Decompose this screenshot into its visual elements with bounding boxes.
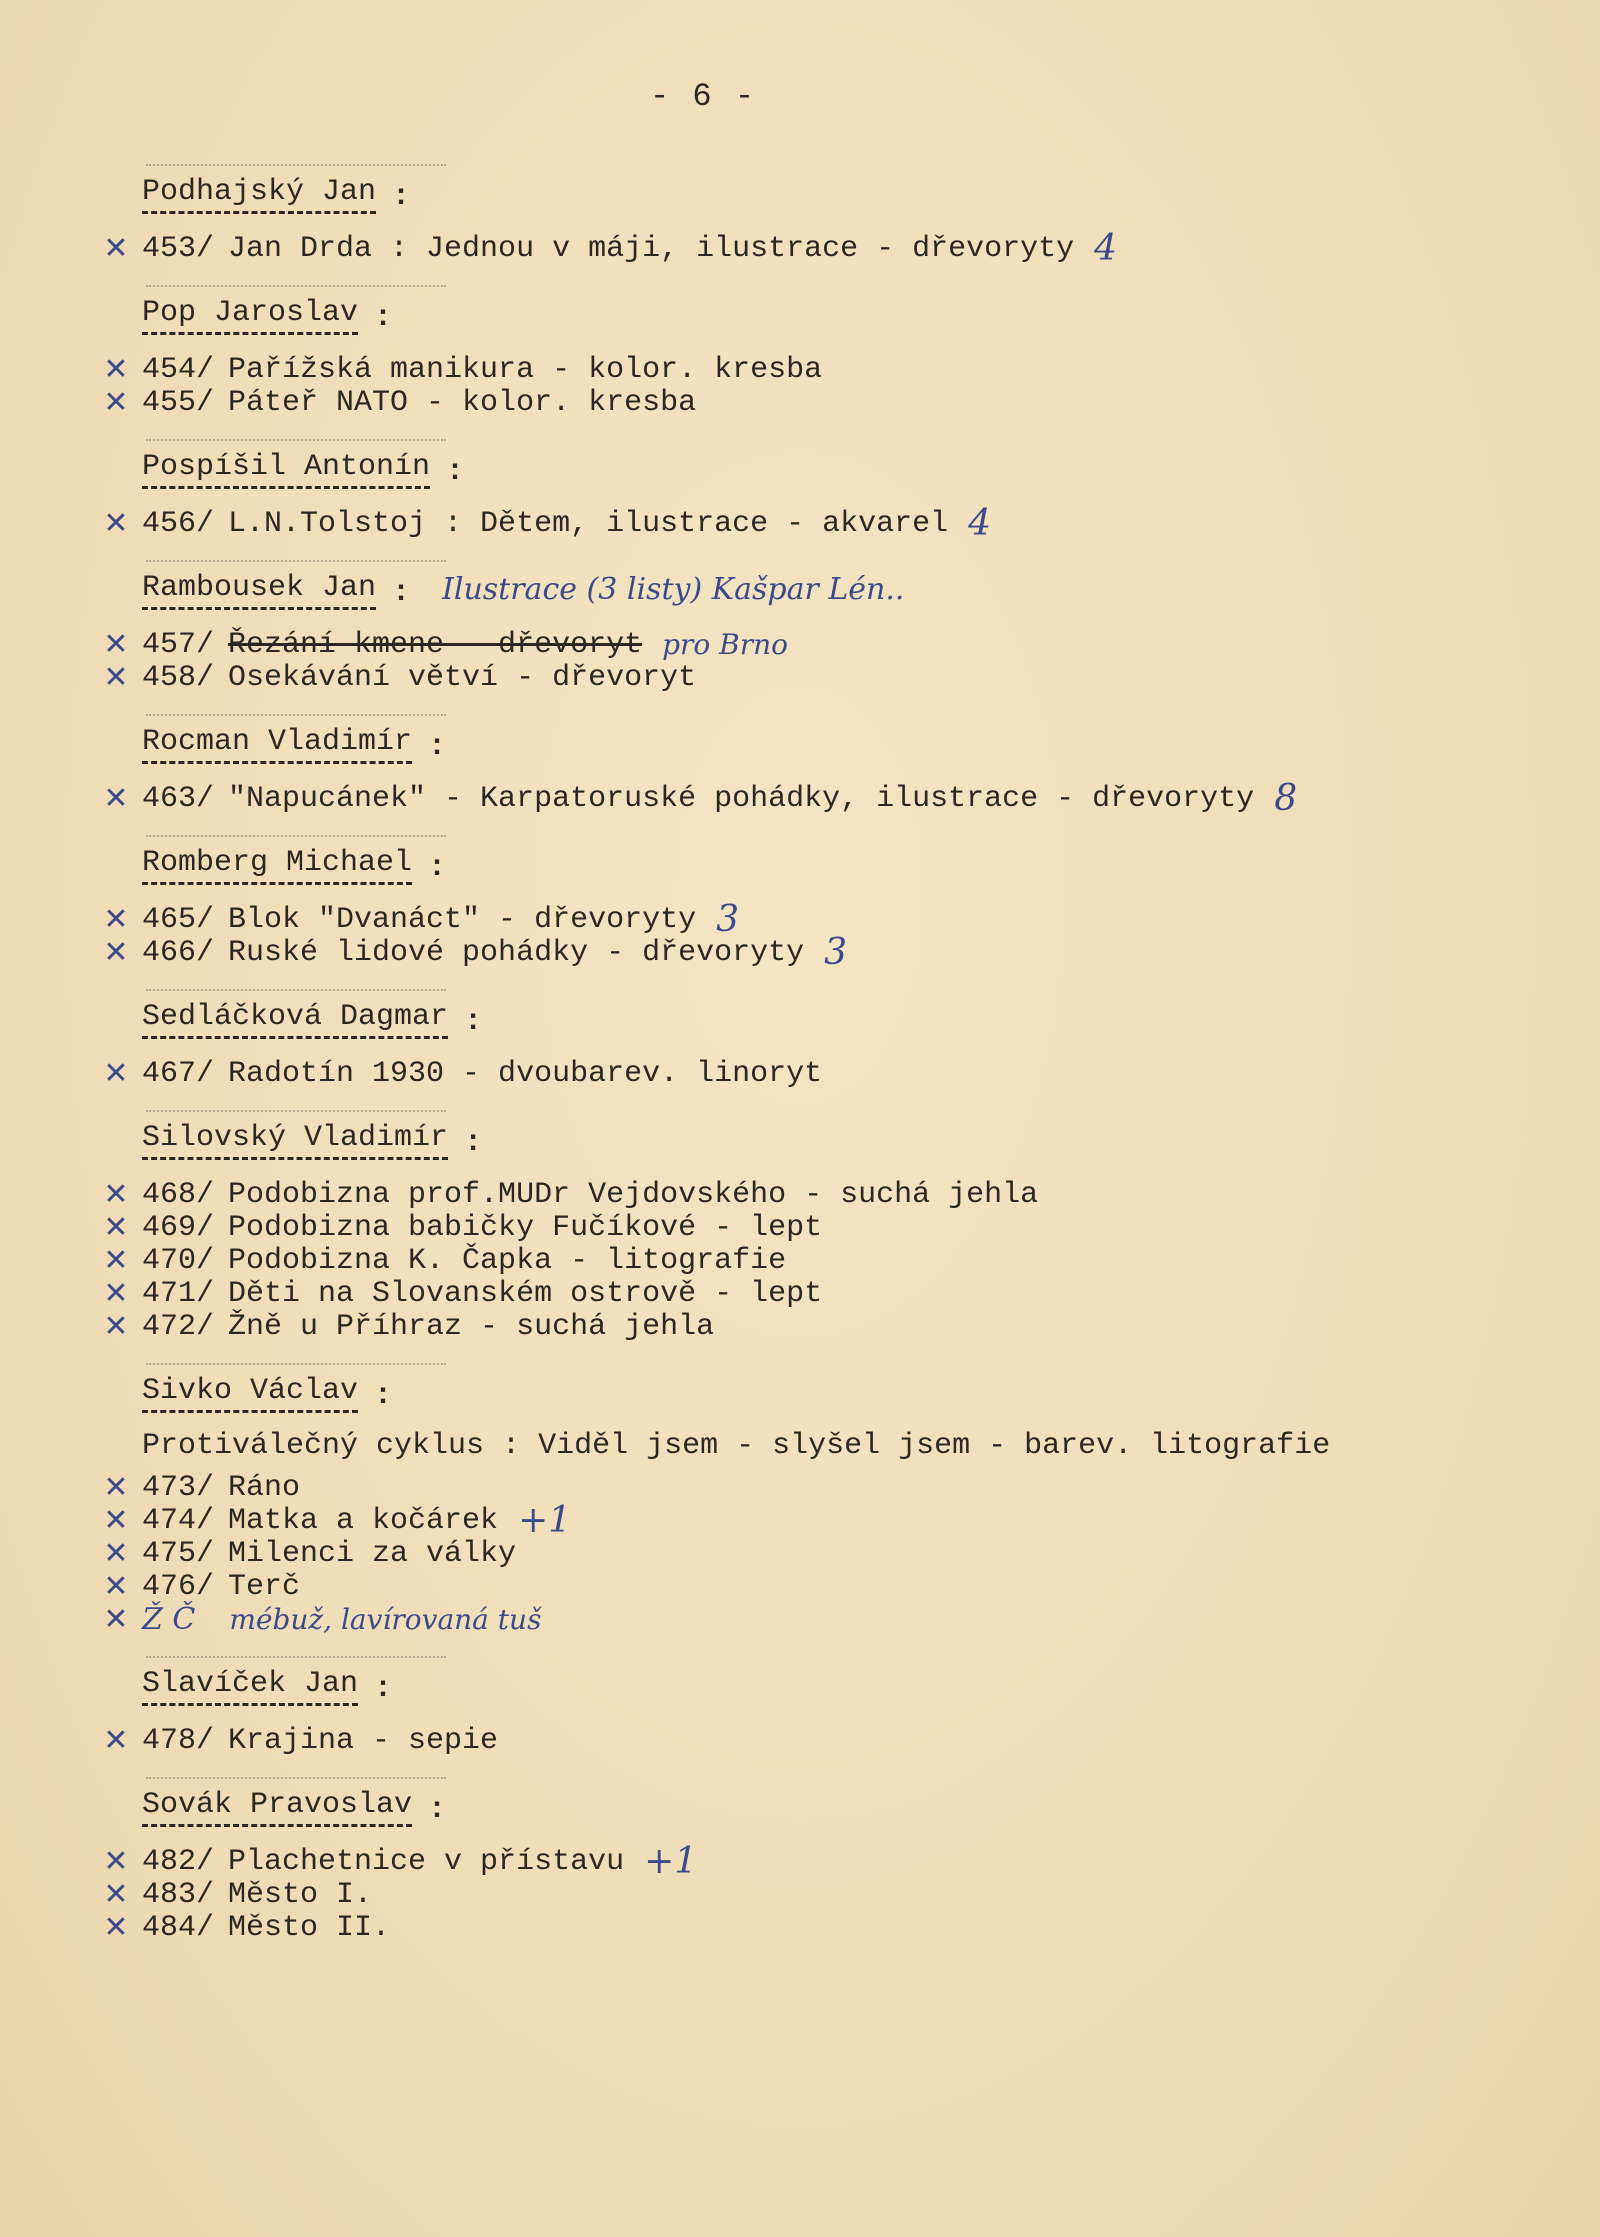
entry-number: Ž Č [142, 1602, 196, 1637]
artist-heading [142, 841, 1550, 885]
check-cross-icon: ✕ [103, 1910, 129, 1945]
artist-section [90, 291, 1550, 419]
entry-number: 482/ [142, 1844, 215, 1879]
artist-colon: : [464, 1005, 483, 1039]
artist-heading [142, 445, 1550, 489]
check-cross-icon: ✕ [103, 1177, 129, 1212]
artist-section [90, 170, 1550, 269]
artist-heading [142, 995, 1550, 1039]
entry-list [90, 1057, 1550, 1090]
entry-number: 474/ [142, 1503, 215, 1538]
entry-number: 466/ [142, 935, 215, 970]
artist-colon: : [428, 1793, 447, 1827]
artist-colon: : [374, 301, 393, 335]
check-cross-icon: ✕ [103, 1210, 129, 1245]
check-cross-icon: ✕ [103, 781, 129, 816]
catalog-entry [90, 1211, 1550, 1244]
catalog-entry [90, 1878, 1550, 1911]
artist-section [90, 841, 1550, 973]
artist-section [90, 445, 1550, 544]
entry-title: Blok "Dvanáct" - dřevoryty [228, 902, 697, 937]
entry-number: 483/ [142, 1877, 215, 1912]
check-cross-icon: ✕ [103, 902, 129, 937]
check-cross-icon: ✕ [103, 1056, 129, 1091]
entry-number: 472/ [142, 1309, 215, 1344]
entry-number: 465/ [142, 902, 215, 937]
entry-title: Ráno [228, 1470, 301, 1505]
artist-section [90, 1369, 1550, 1636]
entry-number: 473/ [142, 1470, 215, 1505]
entry-list [90, 1724, 1550, 1757]
handwritten-annotation: pro Brno [662, 628, 789, 661]
check-cross-icon: ✕ [103, 1503, 129, 1538]
handwritten-annotation: 8 [1274, 778, 1298, 819]
check-cross-icon: ✕ [103, 1536, 129, 1571]
entry-number: 453/ [142, 231, 215, 266]
check-cross-icon: ✕ [103, 1569, 129, 1604]
catalog-entry [90, 1500, 1550, 1541]
artist-name: Rocman Vladimír [142, 725, 412, 764]
artist-section [90, 1116, 1550, 1343]
entry-title: Radotín 1930 - dvoubarev. linoryt [228, 1056, 823, 1091]
catalog-entry [90, 386, 1550, 419]
artist-name: Sedláčková Dagmar [142, 1000, 448, 1039]
artist-heading [142, 566, 1550, 610]
entry-number: 475/ [142, 1536, 215, 1571]
check-cross-icon: ✕ [103, 1877, 129, 1912]
check-cross-icon: ✕ [103, 1723, 129, 1758]
catalog-entry [90, 661, 1550, 694]
catalog-entry [90, 899, 1550, 940]
artist-colon: : [428, 730, 447, 764]
entry-list [90, 228, 1550, 269]
entry-number: 484/ [142, 1910, 215, 1945]
entry-number: 463/ [142, 781, 215, 816]
artist-colon: : [392, 576, 411, 610]
check-cross-icon: ✕ [103, 352, 129, 387]
check-cross-icon: ✕ [103, 385, 129, 420]
entry-title: Žně u Příhraz - suchá jehla [228, 1309, 715, 1344]
catalog-entry [90, 1277, 1550, 1310]
entry-number: 471/ [142, 1276, 215, 1311]
artist-colon: : [428, 851, 447, 885]
catalog-entry [90, 1057, 1550, 1090]
artist-heading [142, 1662, 1550, 1706]
check-cross-icon: ✕ [103, 935, 129, 970]
entry-number: 458/ [142, 660, 215, 695]
artist-colon: : [374, 1672, 393, 1706]
check-cross-icon: ✕ [103, 1243, 129, 1278]
artist-heading [142, 291, 1550, 335]
entry-title: Milenci za války [228, 1536, 517, 1571]
entry-list [90, 778, 1550, 819]
catalog-entry [90, 1841, 1550, 1882]
catalog-entry [90, 228, 1550, 269]
artist-heading [142, 720, 1550, 764]
entry-number: 468/ [142, 1177, 215, 1212]
entry-title: Řezání kmene - dřevoryt [228, 627, 643, 662]
entry-title: "Napucánek" - Karpatoruské pohádky, ilustrace - dřevoryty [228, 781, 1255, 816]
entry-list [90, 1841, 1550, 1945]
artist-name: Pospíšil Antonín [142, 450, 430, 489]
entry-list [90, 1178, 1550, 1343]
entry-number: 467/ [142, 1056, 215, 1091]
artist-colon: : [374, 1379, 393, 1413]
entry-title: L.N.Tolstoj : Dětem, ilustrace - akvarel [228, 506, 949, 541]
handwritten-annotation: 3 [716, 899, 739, 940]
page-number: - 6 - [650, 78, 757, 115]
entry-title: Páteř NATO - kolor. kresba [228, 385, 697, 420]
entry-number: 455/ [142, 385, 215, 420]
check-cross-icon: ✕ [103, 627, 129, 662]
entry-number: 457/ [142, 627, 215, 662]
entry-list [90, 628, 1550, 694]
check-cross-icon: ✕ [103, 1470, 129, 1505]
handwritten-annotation: 4 [1094, 228, 1118, 269]
check-cross-icon: ✕ [103, 1602, 129, 1637]
artist-heading [142, 170, 1550, 214]
artist-section [90, 995, 1550, 1090]
catalog-entry [90, 628, 1550, 661]
artist-name: Sovák Pravoslav [142, 1788, 412, 1827]
artist-section [90, 1662, 1550, 1757]
handwritten-annotation: +1 [518, 1500, 572, 1541]
artist-colon: : [464, 1126, 483, 1160]
entry-title: Město I. [228, 1877, 373, 1912]
entry-title: Jan Drda : Jednou v máji, ilustrace - dřevoryty [228, 231, 1075, 266]
entry-title: Ruské lidové pohádky - dřevoryty [228, 935, 805, 970]
artist-name: Sivko Václav [142, 1374, 358, 1413]
artist-name: Romberg Michael [142, 846, 412, 885]
entry-title: Plachetnice v přístavu [228, 1844, 625, 1879]
handwritten-note: Ilustrace (3 listy) Kašpar Lén.. [442, 572, 905, 607]
catalog-entry [90, 503, 1550, 544]
entry-number: 470/ [142, 1243, 215, 1278]
artist-colon: : [392, 180, 411, 214]
entry-title: Krajina - sepie [228, 1723, 499, 1758]
artist-heading [142, 1783, 1550, 1827]
entry-number: 456/ [142, 506, 215, 541]
entry-title: Podobizna K. Čapka - litografie [228, 1243, 787, 1278]
entry-title: Terč [228, 1569, 301, 1604]
entry-number: 454/ [142, 352, 215, 387]
handwritten-annotation: 3 [824, 932, 848, 973]
artist-section [90, 1783, 1550, 1944]
catalog-sections [90, 170, 1550, 1970]
entry-title: Podobizna babičky Fučíkové - lept [228, 1210, 823, 1245]
entry-title: Město II. [228, 1910, 391, 1945]
catalog-entry [90, 1724, 1550, 1757]
catalog-entry [90, 778, 1550, 819]
entry-title: Děti na Slovanském ostrově - lept [228, 1276, 823, 1311]
catalog-entry [90, 1471, 1550, 1504]
entry-title: Matka a kočárek [228, 1503, 499, 1538]
artist-heading [142, 1116, 1550, 1160]
entry-title: Podobizna prof.MUDr Vejdovského - suchá jehla [228, 1177, 1039, 1212]
check-cross-icon: ✕ [103, 1309, 129, 1344]
artist-colon: : [446, 455, 465, 489]
artist-name: Silovský Vladimír [142, 1121, 448, 1160]
handwritten-annotation: +1 [644, 1841, 698, 1882]
entry-list [90, 353, 1550, 419]
entry-list [90, 1471, 1550, 1636]
catalog-entry [90, 1537, 1550, 1570]
handwritten-annotation: 4 [968, 503, 992, 544]
artist-name: Podhajský Jan [142, 175, 376, 214]
artist-heading [142, 1369, 1550, 1413]
entry-title: Osekávání větví - dřevoryt [228, 660, 697, 695]
entry-title: Pařížská manikura - kolor. kresba [228, 352, 823, 387]
handwritten-annotation: mébuž, lavírovaná tuš [229, 1603, 542, 1636]
catalog-entry [90, 1603, 1550, 1636]
catalog-entry [90, 353, 1550, 386]
artist-section [90, 720, 1550, 819]
entry-number: 476/ [142, 1569, 215, 1604]
check-cross-icon: ✕ [103, 660, 129, 695]
entry-number: 469/ [142, 1210, 215, 1245]
entry-number: 478/ [142, 1723, 215, 1758]
catalog-entry [90, 1911, 1550, 1944]
catalog-entry [90, 1570, 1550, 1603]
catalog-entry [90, 1244, 1550, 1277]
artist-section [90, 566, 1550, 694]
artist-name: Rambousek Jan [142, 571, 376, 610]
check-cross-icon: ✕ [103, 1844, 129, 1879]
artist-name: Slavíček Jan [142, 1667, 358, 1706]
catalog-entry [90, 1310, 1550, 1343]
entry-list [90, 899, 1550, 973]
check-cross-icon: ✕ [103, 506, 129, 541]
check-cross-icon: ✕ [103, 1276, 129, 1311]
catalog-entry [90, 932, 1550, 973]
cycle-title: Protiválečný cyklus : Viděl jsem - slyšel jsem - barev. litografie [142, 1429, 1331, 1463]
catalog-entry [90, 1178, 1550, 1211]
check-cross-icon: ✕ [103, 231, 129, 266]
artist-name: Pop Jaroslav [142, 296, 358, 335]
entry-list [90, 503, 1550, 544]
